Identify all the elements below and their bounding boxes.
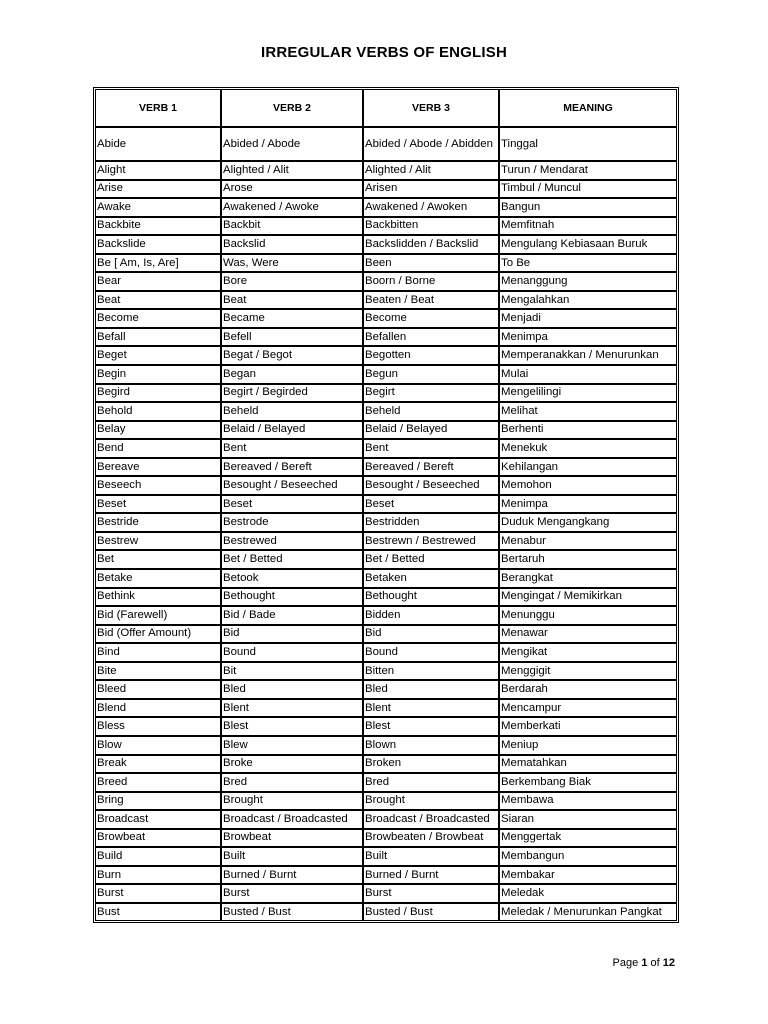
cell-verb3: Blent bbox=[363, 699, 499, 718]
table-row bbox=[95, 198, 677, 217]
cell-verb2: Began bbox=[221, 365, 363, 384]
cell-verb2: Bled bbox=[221, 680, 363, 699]
page-footer bbox=[613, 957, 675, 969]
table-row bbox=[95, 773, 677, 792]
cell-verb2: Became bbox=[221, 309, 363, 328]
cell-meaning: Meniup bbox=[499, 736, 677, 755]
cell-verb1: Bring bbox=[95, 792, 221, 811]
table-row bbox=[95, 254, 677, 273]
cell-verb2: Bethought bbox=[221, 588, 363, 607]
cell-verb3: Bethought bbox=[363, 588, 499, 607]
cell-verb3: Built bbox=[363, 847, 499, 866]
cell-verb2: Bid / Bade bbox=[221, 606, 363, 625]
cell-verb1: Arise bbox=[95, 180, 221, 199]
cell-verb3: Beset bbox=[363, 495, 499, 514]
cell-meaning: Mengulang Kebiasaan Buruk bbox=[499, 235, 677, 254]
cell-verb3: Betaken bbox=[363, 569, 499, 588]
cell-verb1: Bite bbox=[95, 662, 221, 681]
cell-verb3: Blown bbox=[363, 736, 499, 755]
cell-verb2: Bore bbox=[221, 272, 363, 291]
table-row bbox=[95, 346, 677, 365]
cell-meaning: Membangun bbox=[499, 847, 677, 866]
table-row bbox=[95, 662, 677, 681]
table-row bbox=[95, 680, 677, 699]
cell-meaning: Meledak bbox=[499, 884, 677, 903]
cell-verb3: Become bbox=[363, 309, 499, 328]
cell-meaning: Mematahkan bbox=[499, 755, 677, 774]
cell-meaning: Mulai bbox=[499, 365, 677, 384]
cell-verb3: Abided / Abode / Abidden bbox=[363, 127, 499, 161]
cell-meaning: Membakar bbox=[499, 866, 677, 885]
cell-verb3: Besought / Beseeched bbox=[363, 476, 499, 495]
table-row bbox=[95, 439, 677, 458]
verbs-table bbox=[95, 89, 677, 921]
table-row bbox=[95, 625, 677, 644]
cell-verb2: Broke bbox=[221, 755, 363, 774]
cell-verb2: Abided / Abode bbox=[221, 127, 363, 161]
cell-verb1: Bereave bbox=[95, 458, 221, 477]
cell-meaning: Memperanakkan / Menurunkan bbox=[499, 346, 677, 365]
cell-meaning: Duduk Mengangkang bbox=[499, 513, 677, 532]
cell-verb2: Bound bbox=[221, 643, 363, 662]
header-verb3: VERB 3 bbox=[363, 89, 499, 127]
cell-verb3: Bestrewn / Bestrewed bbox=[363, 532, 499, 551]
cell-meaning: Menunggu bbox=[499, 606, 677, 625]
table-header-row bbox=[95, 89, 677, 127]
table-row bbox=[95, 272, 677, 291]
cell-verb2: Bid bbox=[221, 625, 363, 644]
cell-verb3: Belaid / Belayed bbox=[363, 421, 499, 440]
cell-verb3: Backslidden / Backslid bbox=[363, 235, 499, 254]
cell-meaning: Mencampur bbox=[499, 699, 677, 718]
cell-meaning: Membawa bbox=[499, 792, 677, 811]
cell-verb2: Bit bbox=[221, 662, 363, 681]
cell-verb3: Awakened / Awoken bbox=[363, 198, 499, 217]
cell-verb1: Belay bbox=[95, 421, 221, 440]
table-row bbox=[95, 569, 677, 588]
cell-verb2: Broadcast / Broadcasted bbox=[221, 810, 363, 829]
cell-meaning: Melihat bbox=[499, 402, 677, 421]
cell-verb2: Blent bbox=[221, 699, 363, 718]
cell-verb3: Bid bbox=[363, 625, 499, 644]
table-row bbox=[95, 235, 677, 254]
cell-verb1: Behold bbox=[95, 402, 221, 421]
cell-meaning: Berdarah bbox=[499, 680, 677, 699]
cell-meaning: Memfitnah bbox=[499, 217, 677, 236]
table-row bbox=[95, 588, 677, 607]
table-row bbox=[95, 810, 677, 829]
cell-meaning: Bangun bbox=[499, 198, 677, 217]
cell-verb3: Beaten / Beat bbox=[363, 291, 499, 310]
cell-verb2: Bereaved / Bereft bbox=[221, 458, 363, 477]
cell-verb1: Burst bbox=[95, 884, 221, 903]
table-body bbox=[95, 127, 677, 921]
cell-verb1: Bethink bbox=[95, 588, 221, 607]
table-row bbox=[95, 866, 677, 885]
table-row bbox=[95, 550, 677, 569]
cell-verb3: Alighted / Alit bbox=[363, 161, 499, 180]
cell-verb1: Begin bbox=[95, 365, 221, 384]
table-row bbox=[95, 476, 677, 495]
cell-verb2: Bent bbox=[221, 439, 363, 458]
table-row bbox=[95, 792, 677, 811]
table-row bbox=[95, 384, 677, 403]
cell-verb2: Bestrewed bbox=[221, 532, 363, 551]
table-row bbox=[95, 328, 677, 347]
cell-verb2: Arose bbox=[221, 180, 363, 199]
cell-verb3: Boorn / Borne bbox=[363, 272, 499, 291]
cell-verb3: Browbeaten / Browbeat bbox=[363, 829, 499, 848]
cell-verb3: Begun bbox=[363, 365, 499, 384]
cell-verb3: Bled bbox=[363, 680, 499, 699]
table-row bbox=[95, 180, 677, 199]
footer-page-total: 12 bbox=[662, 957, 675, 969]
footer-page-number: 1 bbox=[641, 957, 648, 969]
cell-verb2: Begirt / Begirded bbox=[221, 384, 363, 403]
cell-verb1: Bust bbox=[95, 903, 221, 922]
cell-verb1: Bless bbox=[95, 717, 221, 736]
cell-verb2: Beat bbox=[221, 291, 363, 310]
cell-verb1: Alight bbox=[95, 161, 221, 180]
table-row bbox=[95, 402, 677, 421]
cell-meaning: Berkembang Biak bbox=[499, 773, 677, 792]
table-row bbox=[95, 161, 677, 180]
cell-verb2: Alighted / Alit bbox=[221, 161, 363, 180]
table-row bbox=[95, 643, 677, 662]
cell-verb1: Beat bbox=[95, 291, 221, 310]
cell-meaning: Memohon bbox=[499, 476, 677, 495]
cell-verb3: Arisen bbox=[363, 180, 499, 199]
cell-meaning: Turun / Mendarat bbox=[499, 161, 677, 180]
cell-verb2: Begat / Begot bbox=[221, 346, 363, 365]
cell-verb1: Beget bbox=[95, 346, 221, 365]
table-row bbox=[95, 699, 677, 718]
cell-verb2: Burned / Burnt bbox=[221, 866, 363, 885]
table-row bbox=[95, 847, 677, 866]
cell-verb1: Abide bbox=[95, 127, 221, 161]
table-row bbox=[95, 884, 677, 903]
cell-verb3: Burned / Burnt bbox=[363, 866, 499, 885]
cell-verb1: Bear bbox=[95, 272, 221, 291]
cell-verb1: Burn bbox=[95, 866, 221, 885]
cell-verb2: Blest bbox=[221, 717, 363, 736]
table-row bbox=[95, 532, 677, 551]
cell-meaning: Mengelilingi bbox=[499, 384, 677, 403]
table-row bbox=[95, 217, 677, 236]
cell-verb2: Built bbox=[221, 847, 363, 866]
cell-verb3: Blest bbox=[363, 717, 499, 736]
table-row bbox=[95, 606, 677, 625]
table-row bbox=[95, 736, 677, 755]
table-row bbox=[95, 495, 677, 514]
cell-verb1: Build bbox=[95, 847, 221, 866]
cell-meaning: Kehilangan bbox=[499, 458, 677, 477]
table-row bbox=[95, 309, 677, 328]
cell-verb2: Beheld bbox=[221, 402, 363, 421]
cell-verb2: Besought / Beseeched bbox=[221, 476, 363, 495]
footer-page-label: Page bbox=[612, 957, 639, 969]
cell-meaning: Menawar bbox=[499, 625, 677, 644]
cell-verb3: Burst bbox=[363, 884, 499, 903]
cell-verb3: Broadcast / Broadcasted bbox=[363, 810, 499, 829]
cell-verb3: Bound bbox=[363, 643, 499, 662]
cell-verb2: Browbeat bbox=[221, 829, 363, 848]
cell-verb3: Begirt bbox=[363, 384, 499, 403]
cell-verb2: Bestrode bbox=[221, 513, 363, 532]
cell-verb3: Brought bbox=[363, 792, 499, 811]
cell-verb1: Bid (Farewell) bbox=[95, 606, 221, 625]
verbs-table-frame bbox=[93, 87, 679, 923]
cell-meaning: Bertaruh bbox=[499, 550, 677, 569]
cell-verb1: Break bbox=[95, 755, 221, 774]
cell-verb1: Blow bbox=[95, 736, 221, 755]
footer-of-label: of bbox=[650, 957, 660, 969]
cell-verb2: Backbit bbox=[221, 217, 363, 236]
cell-verb1: Beseech bbox=[95, 476, 221, 495]
cell-meaning: Mengalahkan bbox=[499, 291, 677, 310]
cell-verb2: Busted / Bust bbox=[221, 903, 363, 922]
document-title: IRREGULAR VERBS OF ENGLISH bbox=[260, 44, 508, 61]
cell-verb1: Bestrew bbox=[95, 532, 221, 551]
header-meaning: MEANING bbox=[499, 89, 677, 127]
table-row bbox=[95, 513, 677, 532]
cell-verb3: Bidden bbox=[363, 606, 499, 625]
cell-verb3: Befallen bbox=[363, 328, 499, 347]
cell-verb3: Backbitten bbox=[363, 217, 499, 236]
cell-verb1: Befall bbox=[95, 328, 221, 347]
cell-verb3: Beheld bbox=[363, 402, 499, 421]
cell-verb2: Backslid bbox=[221, 235, 363, 254]
cell-meaning: To Be bbox=[499, 254, 677, 273]
cell-verb1: Bet bbox=[95, 550, 221, 569]
table-row bbox=[95, 458, 677, 477]
table-row bbox=[95, 717, 677, 736]
cell-meaning: Menggigit bbox=[499, 662, 677, 681]
cell-verb1: Backbite bbox=[95, 217, 221, 236]
cell-verb1: Begird bbox=[95, 384, 221, 403]
cell-meaning: Mengingat / Memikirkan bbox=[499, 588, 677, 607]
cell-meaning: Timbul / Muncul bbox=[499, 180, 677, 199]
cell-verb1: Be [ Am, Is, Are] bbox=[95, 254, 221, 273]
cell-verb1: Bleed bbox=[95, 680, 221, 699]
cell-meaning: Menimpa bbox=[499, 328, 677, 347]
cell-verb1: Awake bbox=[95, 198, 221, 217]
cell-verb3: Bet / Betted bbox=[363, 550, 499, 569]
cell-verb1: Betake bbox=[95, 569, 221, 588]
cell-verb3: Begotten bbox=[363, 346, 499, 365]
cell-verb1: Blend bbox=[95, 699, 221, 718]
cell-meaning: Menanggung bbox=[499, 272, 677, 291]
table-row bbox=[95, 829, 677, 848]
cell-verb2: Beset bbox=[221, 495, 363, 514]
table-row bbox=[95, 291, 677, 310]
cell-verb2: Bred bbox=[221, 773, 363, 792]
cell-verb2: Belaid / Belayed bbox=[221, 421, 363, 440]
cell-verb1: Broadcast bbox=[95, 810, 221, 829]
cell-meaning: Meledak / Menurunkan Pangkat bbox=[499, 903, 677, 922]
cell-verb1: Breed bbox=[95, 773, 221, 792]
cell-verb3: Been bbox=[363, 254, 499, 273]
cell-verb1: Bestride bbox=[95, 513, 221, 532]
cell-verb3: Bestridden bbox=[363, 513, 499, 532]
cell-verb2: Awakened / Awoke bbox=[221, 198, 363, 217]
cell-meaning: Menekuk bbox=[499, 439, 677, 458]
cell-verb3: Bitten bbox=[363, 662, 499, 681]
cell-meaning: Menjadi bbox=[499, 309, 677, 328]
cell-meaning: Siaran bbox=[499, 810, 677, 829]
cell-verb2: Befell bbox=[221, 328, 363, 347]
header-verb1: VERB 1 bbox=[95, 89, 221, 127]
cell-verb2: Bet / Betted bbox=[221, 550, 363, 569]
cell-verb3: Bereaved / Bereft bbox=[363, 458, 499, 477]
cell-meaning: Tinggal bbox=[499, 127, 677, 161]
cell-verb1: Bend bbox=[95, 439, 221, 458]
cell-verb1: Bind bbox=[95, 643, 221, 662]
cell-verb3: Bent bbox=[363, 439, 499, 458]
table-row bbox=[95, 365, 677, 384]
cell-meaning: Mengikat bbox=[499, 643, 677, 662]
cell-verb2: Burst bbox=[221, 884, 363, 903]
cell-verb2: Betook bbox=[221, 569, 363, 588]
header-verb2: VERB 2 bbox=[221, 89, 363, 127]
cell-verb1: Browbeat bbox=[95, 829, 221, 848]
cell-verb3: Busted / Bust bbox=[363, 903, 499, 922]
cell-meaning: Berangkat bbox=[499, 569, 677, 588]
cell-meaning: Menabur bbox=[499, 532, 677, 551]
cell-verb3: Broken bbox=[363, 755, 499, 774]
cell-verb1: Bid (Offer Amount) bbox=[95, 625, 221, 644]
table-row bbox=[95, 903, 677, 922]
cell-meaning: Menimpa bbox=[499, 495, 677, 514]
cell-meaning: Berhenti bbox=[499, 421, 677, 440]
cell-verb2: Was, Were bbox=[221, 254, 363, 273]
cell-verb1: Backslide bbox=[95, 235, 221, 254]
cell-verb2: Brought bbox=[221, 792, 363, 811]
cell-verb3: Bred bbox=[363, 773, 499, 792]
cell-verb1: Become bbox=[95, 309, 221, 328]
table-row bbox=[95, 127, 677, 161]
table-row bbox=[95, 421, 677, 440]
table-row bbox=[95, 755, 677, 774]
cell-verb1: Beset bbox=[95, 495, 221, 514]
cell-verb2: Blew bbox=[221, 736, 363, 755]
cell-meaning: Memberkati bbox=[499, 717, 677, 736]
cell-meaning: Menggertak bbox=[499, 829, 677, 848]
